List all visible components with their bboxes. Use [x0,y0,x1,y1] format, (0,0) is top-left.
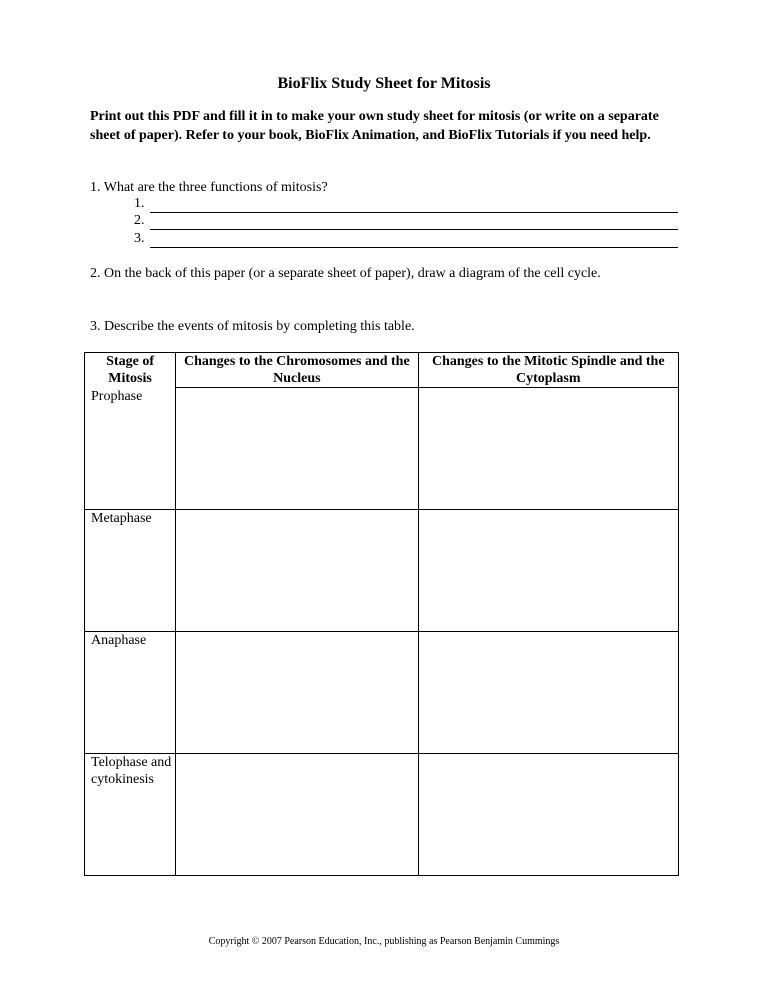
answer-cell-prophase-spindle[interactable] [418,388,678,510]
stage-label-anaphase: Anaphase [85,632,176,754]
stage-label-metaphase: Metaphase [85,510,176,632]
answer-cell-anaphase-spindle[interactable] [418,632,678,754]
instructions-paragraph: Print out this PDF and fill it in to make your own study sheet for mitosis (or write on a separate sheet of paper). Refer to your book, BioFlix Animation, and BioFlix Tutorials if you need help. [90,109,659,143]
answer-cell-anaphase-chromosomes[interactable] [176,632,418,754]
answer-cell-metaphase-chromosomes[interactable] [176,510,418,632]
mitosis-table [84,352,679,876]
table-row [85,632,679,754]
answer-line-1[interactable] [134,196,678,213]
answer-cell-telophase-chromosomes[interactable] [176,754,418,876]
question-3-text: 3. Describe the events of mitosis by completing this table. [90,319,415,334]
stage-label-prophase: Prophase [85,388,176,510]
table-row [85,510,679,632]
table-row [85,754,679,876]
answer-cell-telophase-spindle[interactable] [418,754,678,876]
answer-number-1: 1. [134,196,145,211]
answer-number-3: 3. [134,231,145,246]
question-2-text: 2. On the back of this paper (or a separate sheet of paper), draw a diagram of the cell cycle. [90,266,601,281]
answer-line-3[interactable] [134,231,678,248]
answer-line-2[interactable] [134,213,678,230]
question-1-text: 1. What are the three functions of mitosis? [90,180,328,195]
answer-number-2: 2. [134,213,145,228]
header-spindle-cytoplasm: Changes to the Mitotic Spindle and the Cytoplasm [418,353,678,388]
header-chromosomes-nucleus: Changes to the Chromosomes and the Nucleus [176,353,418,388]
answer-blank-3[interactable] [150,247,678,248]
stage-label-telophase: Telophase and cytokinesis [85,754,176,876]
answer-cell-metaphase-spindle[interactable] [418,510,678,632]
copyright-footer: Copyright © 2007 Pearson Education, Inc., publishing as Pearson Benjamin Cummings [208,936,560,947]
answer-cell-prophase-chromosomes[interactable] [176,388,418,510]
table-row [85,388,679,510]
table-header-row [85,353,679,388]
header-stage: Stage of Mitosis [85,353,176,388]
page-title: BioFlix Study Sheet for Mitosis [277,75,491,92]
answer-blank-2[interactable] [150,229,678,230]
